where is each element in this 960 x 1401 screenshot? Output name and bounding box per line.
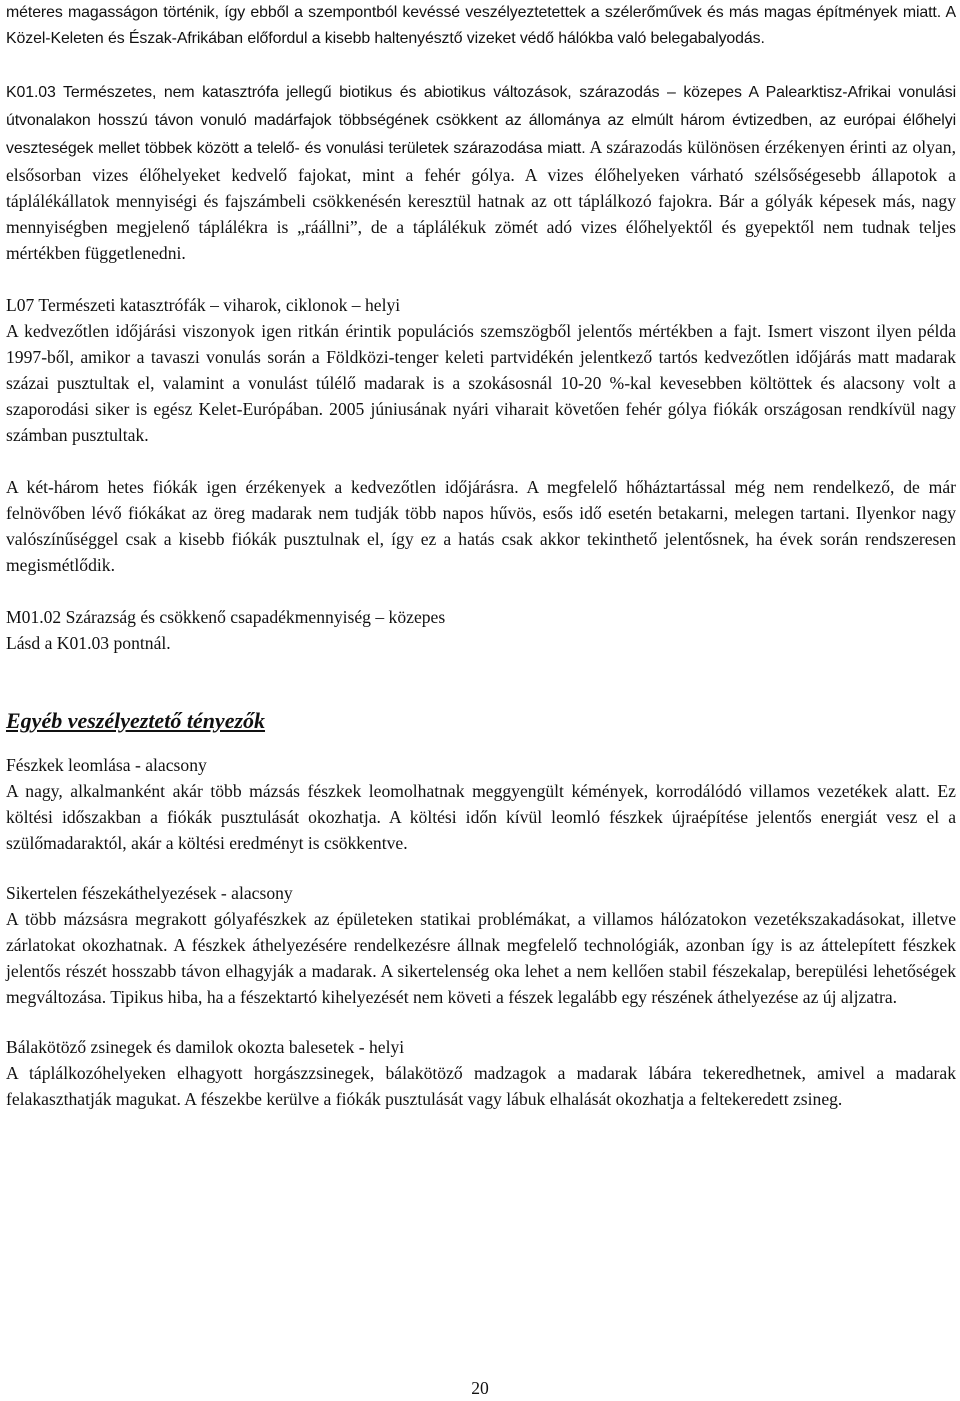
threat-text-nest-relocation: A több mázsásra megrakott gólyafészkek az épületeken statikai problémákat, a villamos hálózatokon vezetékszakadásokat, illetve zárlatokat okozhatnak. A fészkek áthelyezésére rendelkezésre állnak megfelelő technológiák, azonban így is az áttelepített fészkek jelentős részét hosszabb távon elhagyják a madarak. A sikertelenség oka lehet a nem kellően stabil fészekalap, berepülési lehetőségek megváltozása. Tipikus hiba, ha a fészektartó kihelyezését nem követi a fészek legalább egy részének áthelyezése az új aljzatra. (6, 909, 956, 1007)
intro-paragraph: méteres magasságon történik, így ebből a szempontból kevéssé veszélyeztetettek a szélerőművek és más magas építmények miatt. A Közel-Keleten és Észak-Afrikában előfordul a kisebb haltenyésztő vizeket védő hálókba való belegabalyodás. (6, 4, 956, 47)
threat-heading-nest-collapse: Fészkek leomlása - alacsony (6, 755, 207, 775)
page-number: 20 (471, 1378, 489, 1398)
k0103-paragraph (6, 78, 956, 266)
spacer (6, 448, 956, 474)
spacer (6, 578, 956, 604)
m0102-text: Lásd a K01.03 pontnál. (6, 633, 171, 653)
l07-heading: L07 Természeti katasztrófák – viharok, ciklonok – helyi (6, 295, 401, 315)
l07-paragraph-2: A két-három hetes fiókák igen érzékenyek a kedvezőtlen időjárásra. A megfelelő hőháztartással még nem rendelkező, de már felnövőben lévő fiókákat az öreg madarak nem tudják több napos hűvös, esős idő esetén betakarni, melegen tartani. Ilyenkor nagy valószínűséggel csak a kisebb fiókák pusztulnak el, így ez a hatás csak akkor tekinthető jelentősnek, ha évek során rendszeresen megismétlődik. (6, 477, 956, 575)
spacer (6, 266, 956, 292)
spacer (6, 52, 956, 78)
threat-text-nest-collapse: A nagy, alkalmanként akár több mázsás fészkek leomolhatnak meggyengült kémények, korrodálódó villamos vezetékek alatt. Ez költési időszakban a fiókák pusztulását okozhatja. A költési időn kívül leomló fészkek újraépítése jelentős energiát vesz el a szülőmadaraktól, akár a költési eredményt is csökkentve. (6, 781, 956, 853)
threat-heading-nest-relocation: Sikertelen fészekáthelyezések - alacsony (6, 883, 293, 903)
spacer (6, 736, 956, 752)
spacer (6, 856, 956, 880)
m0102-heading: M01.02 Szárazság és csökkenő csapadékmennyiség – közepes (6, 607, 446, 627)
k0103-continuation: A szárazodás különösen érzékenyen érinti az olyan, elsősorban vizes élőhelyeket kedvelő fajokat, mint a fehér gólya. A vizes élőhelyeken várható szélsőségesebb állapotok a táplálékállatok mennyiségi és fajszámbeli csökkenésén keresztül hatnak az ott táplálkozó fajokra. Bár a gólyák képesek más, nagy mennyiségben megjelenő táplálékra is „ráállni”, de a táplálékuk zömét adó vizes élőhelyektől és gyepektől nem tudnak teljes mértékben függetlenedni. (6, 137, 956, 263)
spacer (6, 656, 956, 706)
k0103-heading-and-text: K01.03 Természetes, nem katasztrófa jellegű biotikus és abiotikus változások, szárazodás – közepes A Palearktisz-Afrikai vonulási útvonalakon hosszú távon vonuló madárfajok többségének csökkent az állománya az elmúlt három évtizedben, az európai élőhelyi veszteségek mellet többek között a telelő- és vonulási területek szárazodása miatt. (6, 84, 956, 157)
section-title: Egyéb veszélyeztető tényezők (6, 708, 266, 733)
threat-heading-twine-accidents: Bálakötöző zsinegek és damilok okozta balesetek - helyi (6, 1037, 405, 1057)
threat-text-twine-accidents: A táplálkozóhelyeken elhagyott horgászzsinegek, bálakötöző madzagok a madarak lábára tekeredhetnek, amivel a madarak felakaszthatják magukat. A fészekbe kerülve a fiókák pusztulását vagy lábuk elhalását okozhatja a feltekeredett zsineg. (6, 1063, 956, 1109)
document-page (6, 0, 956, 1112)
spacer (6, 1010, 956, 1034)
l07-paragraph-1: A kedvezőtlen időjárási viszonyok igen ritkán érintik populációs szemszögből jelentős mértékben a fajt. Ismert viszont ilyen példa 1997-ből, amikor a tavaszi vonulás során a Földközi-tenger keleti partvidékén jelentkező tartós kedvezőtlen időjárás matt madarak százai pusztultak el, valamint a vonulást túlélő madarak is a szokásosnál 10-20 %-kal kevesebben költöttek és alacsony volt a szaporodási siker is egész Kelet-Európában. 2005 júniusának nyári viharait követően fehér gólya fiókák országosan rendkívül nagy számban pusztultak. (6, 321, 956, 445)
